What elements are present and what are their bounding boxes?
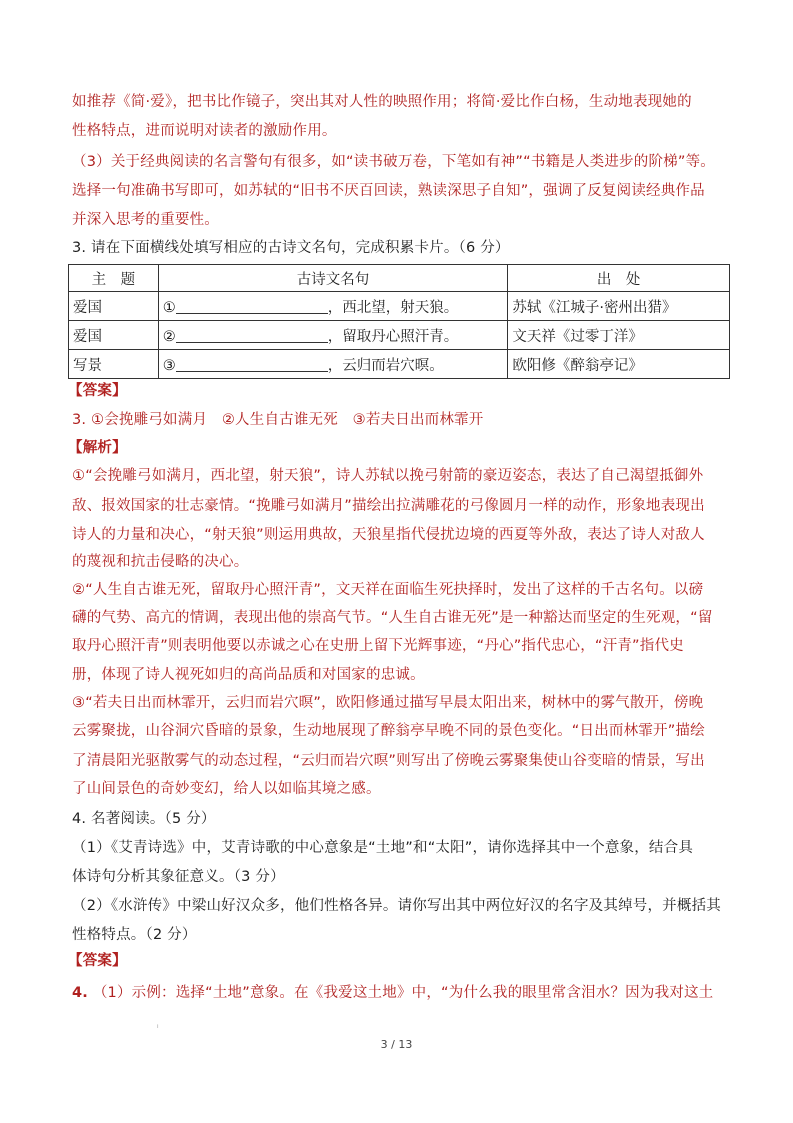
analysis-line: 诗人的力量和决心，“射天狼”则运用典故，天狼星指代侵扰边境的西夏等外敌，表达了诗人对敌人 <box>72 527 705 543</box>
scan-mark: ⁱ <box>157 1024 159 1034</box>
table-header-row <box>69 265 730 292</box>
header-verse: 古诗文名句 <box>158 265 508 292</box>
analysis-line: 了山间景色的奇妙变幻，给人以如临其境之感。 <box>72 781 381 797</box>
analysis-line: 礴的气势、高亢的情调，表现出他的崇高气节。“人生自古谁无死”是一种豁达而坚定的生死观，“留 <box>72 610 713 626</box>
analysis-line: 敌、报效国家的壮志豪情。“挽雕弓如满月”描绘出拉满雕花的弓像圆月一样的动作，形象地表现出 <box>72 498 705 514</box>
row-num: ① <box>162 299 176 316</box>
row-theme: 爱国 <box>69 292 159 321</box>
row-verse <box>158 350 508 379</box>
fill-blank-3[interactable] <box>176 357 328 372</box>
analysis-line: ③“若夫日出而林霏开，云归而岩穴暝”，欧阳修通过描写早晨太阳出来，树林中的雾气散开，傍晚 <box>72 695 704 711</box>
row-num: ② <box>162 328 176 345</box>
answer-text: 3. ①会挽雕弓如满月 ②人生自古谁无死 ③若夫日出而林霏开 <box>72 412 484 428</box>
analysis-line: 了清晨阳光驱散雾气的动态过程，“云归而岩穴暝”则写出了傍晚云雾聚集使山谷变暗的情景，写出 <box>72 753 705 769</box>
accumulation-card-table <box>68 264 730 379</box>
answer-number: 4. <box>72 985 88 1001</box>
analysis-line: ①“会挽雕弓如满月，西北望，射天狼”，诗人苏轼以挽弓射箭的豪迈姿态，表达了自己渴望抵御外 <box>72 468 704 484</box>
row-verse <box>158 321 508 350</box>
answer-label: 【答案】 <box>68 953 127 969</box>
text-line: 如推荐《简·爱》，把书比作镜子，突出其对人性的映照作用；将简·爱比作白杨，生动地表现她的 <box>72 94 692 110</box>
text-line: （3）关于经典阅读的名言警句有很多，如“读书破万卷，下笔如有神”“书籍是人类进步的阶梯”等。 <box>72 154 715 170</box>
fill-blank-1[interactable] <box>176 299 328 314</box>
text-line: 并深入思考的重要性。 <box>72 212 219 228</box>
analysis-line: 取丹心照汗青”则表明他要以赤诚之心在史册上留下光辉事迹，“丹心”指代忠心，“汗青”指代史 <box>72 638 684 654</box>
row-source: 欧阳修《醉翁亭记》 <box>508 350 730 379</box>
text-line: 选择一句准确书写即可，如苏轼的“旧书不厌百回读，熟读深思子自知”，强调了反复阅读经典作品 <box>72 183 705 199</box>
question-3-title: 3. 请在下面横线处填写相应的古诗文名句，完成积累卡片。（6 分） <box>72 240 510 256</box>
row-tail: ，西北望，射天狼。 <box>327 299 459 316</box>
row-tail: ，云归而岩穴暝。 <box>327 357 444 374</box>
analysis-line: 云雾聚拢，山谷洞穴昏暗的景象，生动地展现了醉翁亭早晚不同的景色变化。“日出而林霏开”描绘 <box>72 723 705 739</box>
row-theme: 写景 <box>69 350 159 379</box>
question-4-part-2: （2）《水浒传》中梁山好汉众多，他们性格各异。请你写出其中两位好汉的名字及其绰号，并概括其 <box>72 898 721 914</box>
answer-label: 【答案】 <box>68 383 127 399</box>
table-row <box>69 350 730 379</box>
row-verse <box>158 292 508 321</box>
row-source: 文天祥《过零丁洋》 <box>508 321 730 350</box>
header-theme: 主 题 <box>69 265 159 292</box>
table-row <box>69 292 730 321</box>
text-line: 性格特点，进而说明对读者的激励作用。 <box>72 123 337 139</box>
answer-body: （1）示例：选择“土地”意象。在《我爱这土地》中，“为什么我的眼里常含泪水？因为我对这土 <box>92 985 714 1001</box>
question-4-part-2: 性格特点。（2 分） <box>72 927 197 943</box>
header-source: 出 处 <box>508 265 730 292</box>
analysis-line: 册，体现了诗人视死如归的高尚品质和对国家的忠诚。 <box>72 667 425 683</box>
row-source: 苏轼《江城子·密州出猎》 <box>508 292 730 321</box>
row-tail: ，留取丹心照汗青。 <box>327 328 459 345</box>
analysis-label: 【解析】 <box>68 440 127 456</box>
page-number: 3 / 13 <box>380 1038 413 1051</box>
row-theme: 爱国 <box>69 321 159 350</box>
row-num: ③ <box>162 357 176 374</box>
question-4-part-1: （1）《艾青诗选》中，艾青诗歌的中心意象是“土地”和“太阳”，请你选择其中一个意象，结合具 <box>72 840 694 856</box>
table-row <box>69 321 730 350</box>
fill-blank-2[interactable] <box>176 328 328 343</box>
question-4-title: 4. 名著阅读。（5 分） <box>72 811 216 827</box>
question-4-part-1: 体诗句分析其象征意义。（3 分） <box>72 869 285 885</box>
analysis-line: 的蔑视和抗击侵略的决心。 <box>72 554 249 570</box>
analysis-line: ②“人生自古谁无死，留取丹心照汗青”，文天祥在面临生死抉择时，发出了这样的千古名句。以磅 <box>72 582 704 598</box>
answer-text <box>72 983 713 1003</box>
